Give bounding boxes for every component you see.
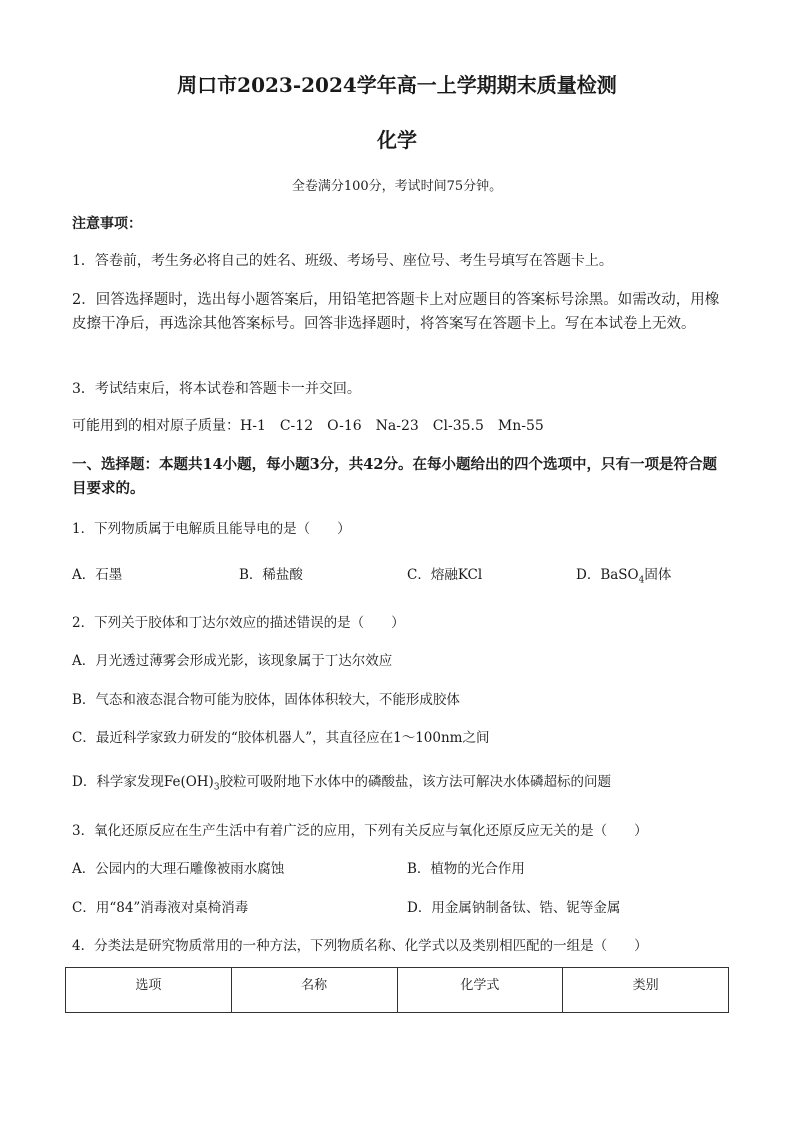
question-2-stem: 2．下列关于胶体和丁达尔效应的描述错误的是（ ） bbox=[72, 615, 405, 631]
q1-option-d: D．BaSO$_4$固体 bbox=[576, 567, 672, 586]
table-header-cell: 名称 bbox=[231, 968, 397, 1013]
notes-heading: 注意事项： bbox=[72, 216, 142, 232]
question-4-stem: 4．分类法是研究物质常用的一种方法，下列物质名称、化学式以及类别相匹配的一组是（ ） bbox=[72, 938, 648, 954]
table-header-cell: 类别 bbox=[563, 968, 729, 1013]
q2-option-a: A．月光透过薄雾会形成光影，该现象属于丁达尔效应 bbox=[72, 653, 393, 669]
note-item-1: 1．答卷前，考生务必将自己的姓名、班级、考场号、座位号、考生号填写在答题卡上。 bbox=[72, 253, 613, 269]
note-item-2: 2．回答选择题时，选出每小题答案后，用铅笔把答题卡上对应题目的答案标号涂黑。如需改动，用橡皮擦干净后，再选涂其他答案标号。回答非选择题时，将答案写在答题卡上。写在本试卷上无效。 bbox=[72, 292, 720, 332]
q3-option-d: D．用金属钠制备钛、锆、铌等金属 bbox=[407, 900, 621, 916]
table-header-row bbox=[66, 968, 729, 1013]
question-1-stem: 1．下列物质属于电解质且能导电的是（ ） bbox=[72, 521, 351, 537]
q2-option-b: B．气态和液态混合物可能为胶体，固体体积较大，不能形成胶体 bbox=[72, 692, 460, 708]
table-header-cell: 化学式 bbox=[397, 968, 563, 1013]
q1-option-b: B．稀盐酸 bbox=[239, 567, 303, 583]
q3-option-a: A．公园内的大理石雕像被雨水腐蚀 bbox=[72, 861, 285, 877]
q3-option-b: B．植物的光合作用 bbox=[407, 861, 525, 877]
table-header-cell: 选项 bbox=[66, 968, 232, 1013]
q3-option-c: C．用“84”消毒液对桌椅消毒 bbox=[72, 900, 249, 916]
q2-option-d: D．科学家发现$Fe(OH)_3$胶粒可吸附地下水体中的磷酸盐，该方法可解决水体磷超标的问题 bbox=[72, 774, 612, 793]
atomic-masses: 可能用到的相对原子质量：H-1 C-12 O-16 Na-23 Cl-35.5 Mn-55 bbox=[72, 418, 544, 434]
exam-info: 全卷满分100分，考试时间75分钟。 bbox=[291, 179, 503, 194]
q1-option-c: C．熔融KCl bbox=[407, 567, 483, 583]
q1-option-a: A．石墨 bbox=[72, 567, 123, 583]
q2-option-c: C．最近科学家致力研发的“胶体机器人”，其直径应在1～100nm之间 bbox=[72, 730, 490, 746]
question-4-table bbox=[65, 967, 729, 1013]
section-1-heading: 一、选择题：本题共14小题，每小题3分，共42分。在每小题给出的四个选项中，只有一项是符合题目要求的。 bbox=[72, 456, 717, 497]
page-title: 周口市2023-2024学年高一上学期期末质量检测 bbox=[177, 73, 617, 97]
note-item-3: 3．考试结束后，将本试卷和答题卡一并交回。 bbox=[72, 381, 361, 397]
question-3-stem: 3．氧化还原反应在生产生活中有着广泛的应用，下列有关反应与氧化还原反应无关的是（ ） bbox=[72, 823, 648, 839]
subject-title: 化学 bbox=[377, 128, 417, 152]
